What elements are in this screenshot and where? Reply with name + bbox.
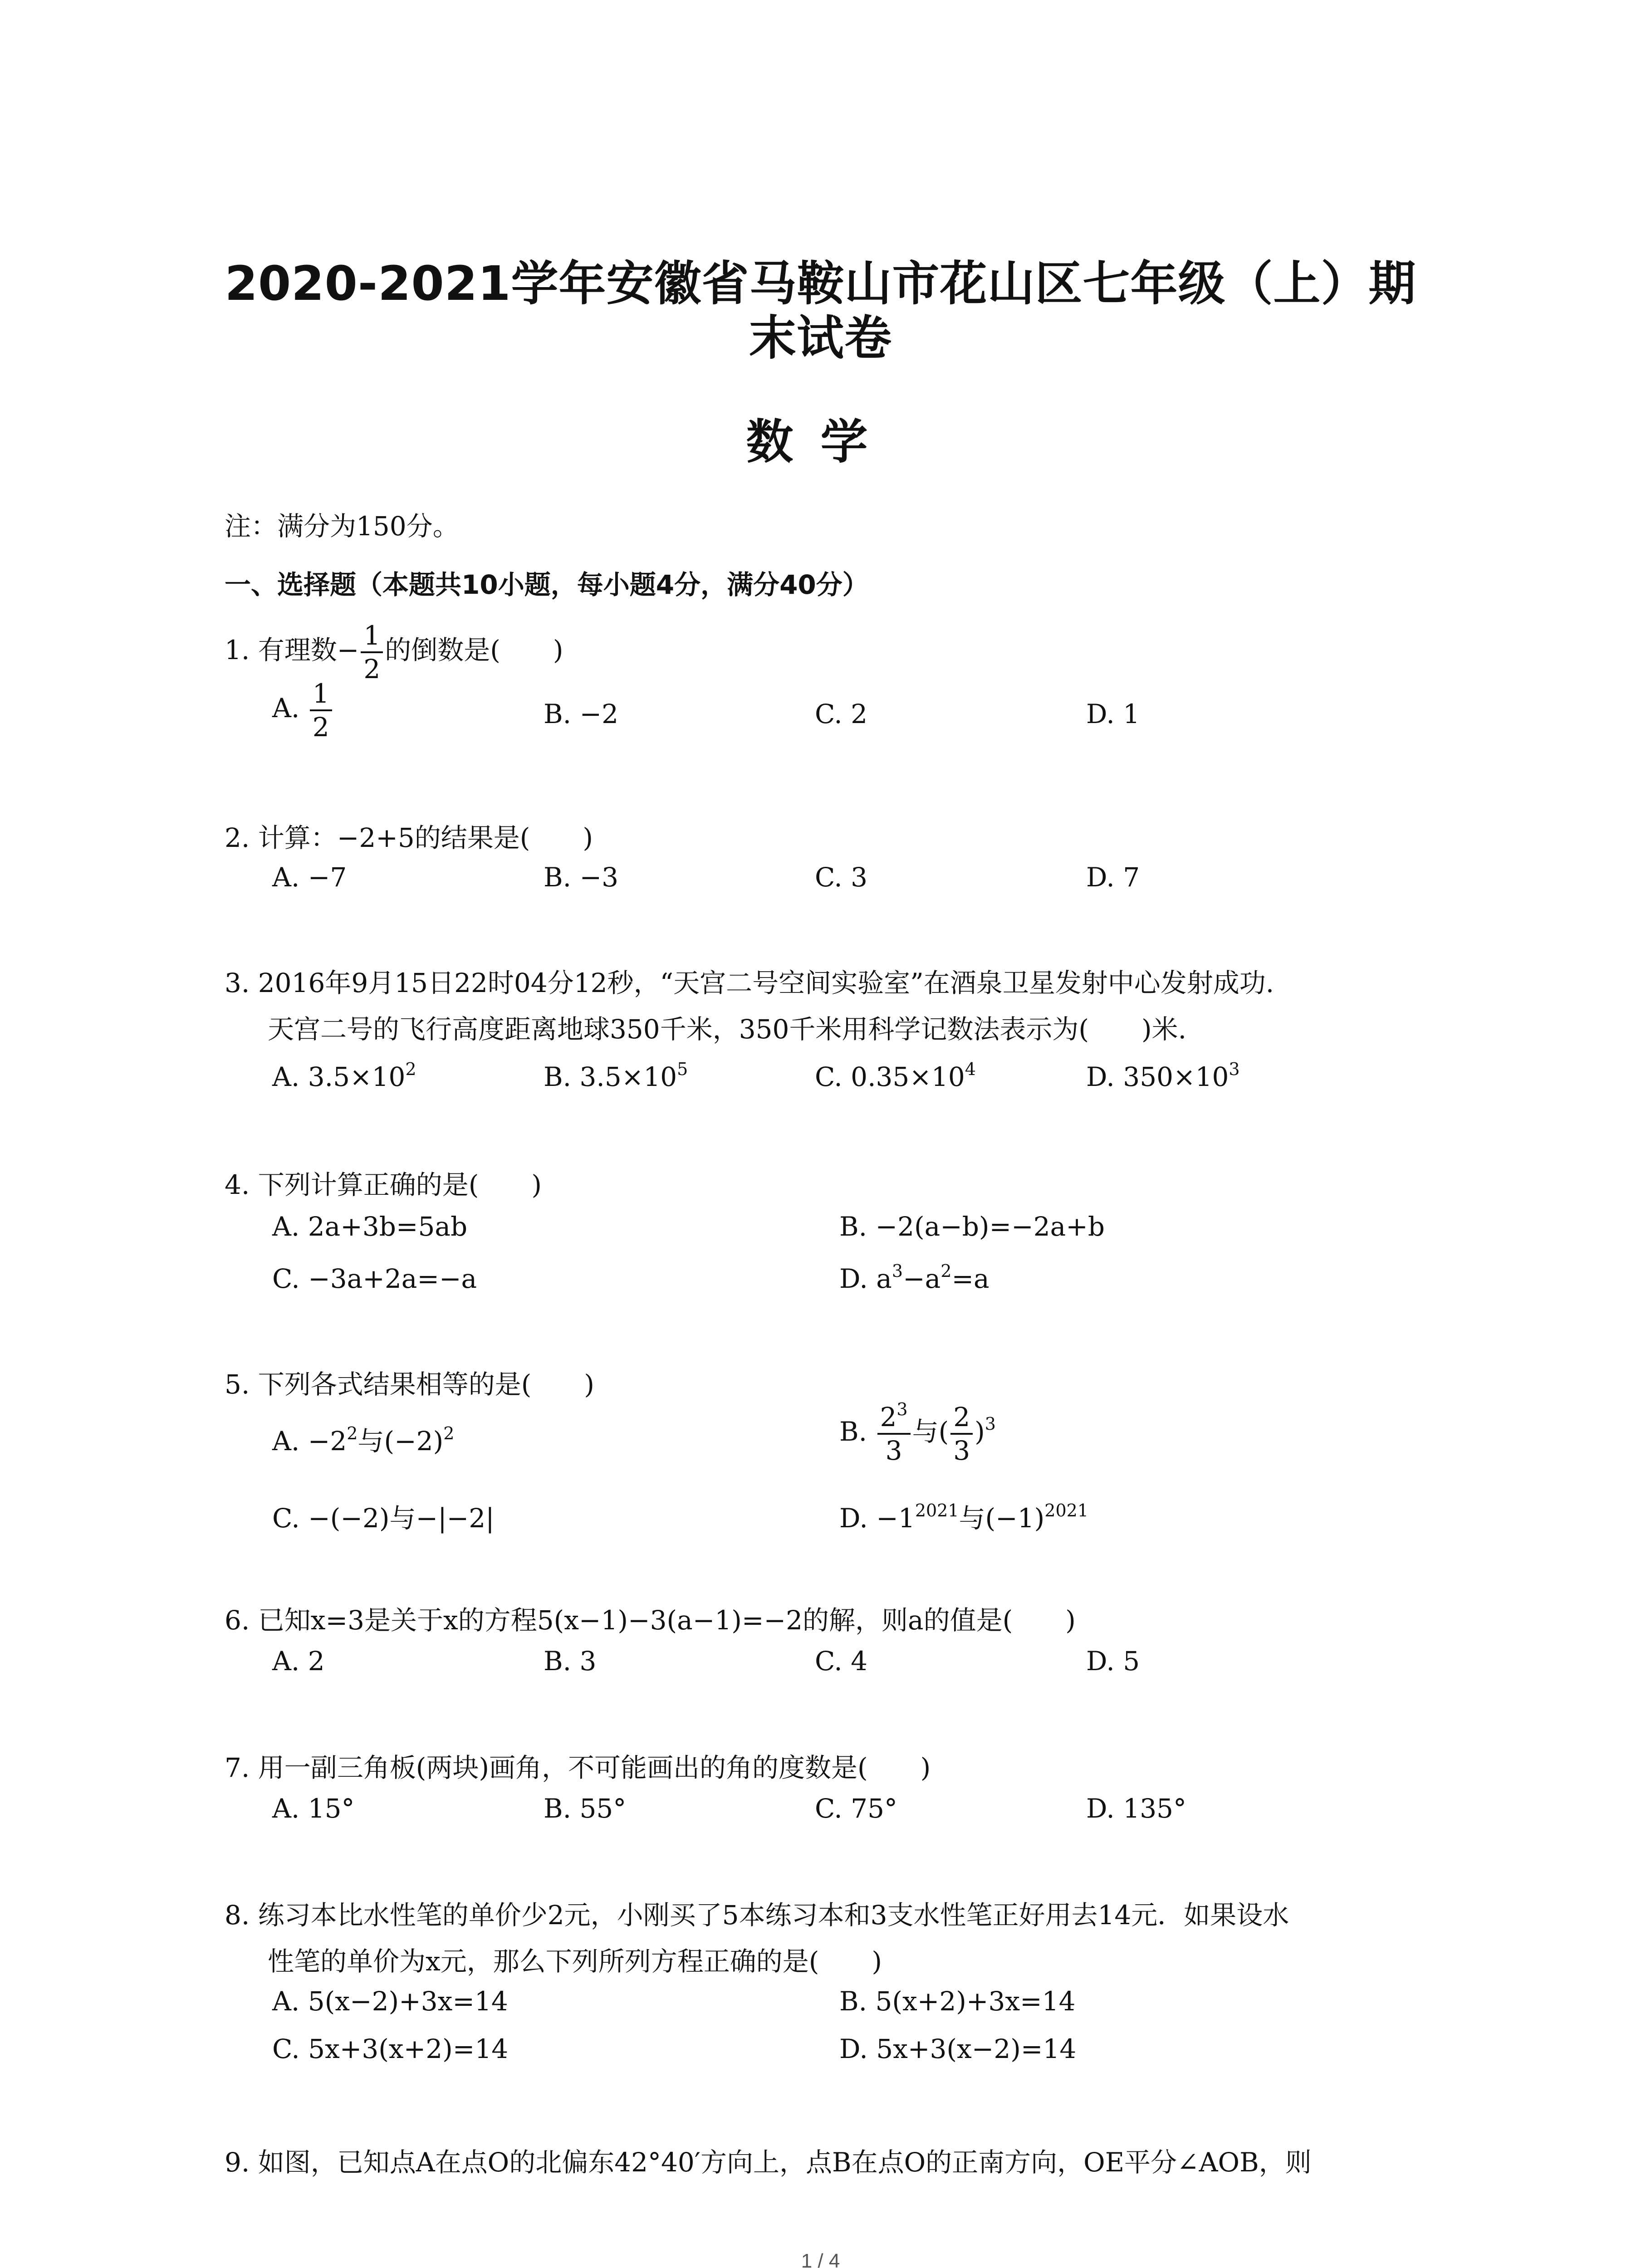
q3-option-b[interactable]: B. $3.5\times 10^5$ xyxy=(544,1059,688,1092)
question-text: 有理数− xyxy=(258,635,359,666)
q5-option-b[interactable]: B. $\frac{2^3}{3}$ 与( $\frac{2}{3}$ )$^3$ xyxy=(839,1399,996,1466)
question-8-line1: 8. 练习本比水性笔的单价少2元，小刚买了5本练习本和3支水性笔正好用去14元．如果设水 xyxy=(225,1900,1289,1931)
question-4: 4. 下列计算正确的是( ) xyxy=(225,1169,542,1200)
q1-option-a[interactable]: A. $\frac{1}{2}$ xyxy=(272,680,334,740)
question-6: 6. 已知x=3是关于x的方程5(x−1)−3(a−1)=−2的解，则a的值是( ) xyxy=(225,1605,1076,1636)
q4-option-d[interactable]: D. $a^3-a^2=a$ xyxy=(839,1261,989,1294)
q5-option-c[interactable]: C. −(−2)与−|−2| xyxy=(272,1503,495,1534)
exam-title-line1: 2020-2021学年安徽省马鞍山市花山区七年级（上）期 xyxy=(225,256,1416,311)
q4-option-b[interactable]: B. −2(a−b)=−2a+b xyxy=(839,1211,1105,1242)
q2-option-d[interactable]: D. 7 xyxy=(1086,862,1140,893)
q8-option-b[interactable]: B. 5(x+2)+3x=14 xyxy=(839,1986,1076,2017)
question-1 xyxy=(225,622,563,682)
question-text: 的倒数是( ) xyxy=(385,635,563,666)
q3-option-c[interactable]: C. $0.35\times 10^4$ xyxy=(815,1059,976,1092)
question-9-line1: 9. 如图，已知点A在点O的北偏东42°40′方向上，点B在点O的正南方向，OE平分∠AOB，则 xyxy=(225,2147,1312,2178)
q8-option-d[interactable]: D. 5x+3(x−2)=14 xyxy=(839,2033,1077,2064)
q2-option-c[interactable]: C. 3 xyxy=(815,862,868,893)
q8-option-c[interactable]: C. 5x+3(x+2)=14 xyxy=(272,2033,509,2064)
q2-option-a[interactable]: A. −7 xyxy=(272,862,347,893)
question-5: 5. 下列各式结果相等的是( ) xyxy=(225,1369,595,1400)
q6-option-d[interactable]: D. 5 xyxy=(1086,1646,1140,1677)
q1-option-c[interactable]: C. 2 xyxy=(815,699,868,729)
question-3-line2: 天宫二号的飞行高度距离地球350千米，350千米用科学记数法表示为( )米. xyxy=(268,1014,1187,1045)
q3-option-a[interactable]: A. $3.5\times 10^2$ xyxy=(272,1059,416,1092)
q4-option-a[interactable]: A. 2a+3b=5ab xyxy=(272,1211,468,1242)
q7-option-a[interactable]: A. 15° xyxy=(272,1793,355,1824)
q7-option-c[interactable]: C. 75° xyxy=(815,1793,897,1824)
question-2: 2. 计算：−2+5的结果是( ) xyxy=(225,822,593,853)
q1-option-d[interactable]: D. 1 xyxy=(1086,699,1140,729)
q6-option-b[interactable]: B. 3 xyxy=(544,1646,597,1677)
question-7: 7. 用一副三角板(两块)画角，不可能画出的角的度数是( ) xyxy=(225,1752,931,1783)
q5-option-d[interactable]: D. $-1^{2021}$与$(-1)^{2021}$ xyxy=(839,1501,1089,1534)
question-8-line2: 性笔的单价为x元，那么下列所列方程正确的是( ) xyxy=(268,1946,882,1977)
score-note: 注：满分为150分。 xyxy=(225,511,459,542)
q5-option-a[interactable]: A. $-2^2$与$(-2)^2$ xyxy=(272,1423,455,1457)
q7-option-d[interactable]: D. 135° xyxy=(1086,1793,1187,1824)
q3-option-d[interactable]: D. $350\times 10^3$ xyxy=(1086,1059,1240,1092)
fraction: $\frac{1}{2}$ xyxy=(310,680,332,740)
question-3-line1: 3. 2016年9月15日22时04分12秒，“天宫二号空间实验室”在酒泉卫星发射中心发射成功. xyxy=(225,968,1274,998)
q8-option-a[interactable]: A. 5(x−2)+3x=14 xyxy=(272,1986,508,2017)
question-number: 1. xyxy=(225,635,250,666)
fraction: $\frac{2^3}{3}$ xyxy=(877,1404,911,1464)
q1-option-b[interactable]: B. −2 xyxy=(544,699,618,729)
q6-option-a[interactable]: A. 2 xyxy=(272,1646,325,1677)
q2-option-b[interactable]: B. −3 xyxy=(544,862,618,893)
exam-title-line2: 末试卷 xyxy=(749,310,892,366)
exam-subject: 数学 xyxy=(746,414,895,469)
q6-option-c[interactable]: C. 4 xyxy=(815,1646,868,1677)
q4-option-c[interactable]: C. −3a+2a=−a xyxy=(272,1263,477,1294)
page-number: 1 / 4 xyxy=(801,2250,840,2268)
fraction: $\frac{1}{2}$ xyxy=(361,622,383,682)
section-heading-choice: 一、选择题（本题共10小题，每小题4分，满分40分） xyxy=(225,569,869,600)
fraction: $\frac{2}{3}$ xyxy=(950,1404,973,1464)
q7-option-b[interactable]: B. 55° xyxy=(544,1793,627,1824)
